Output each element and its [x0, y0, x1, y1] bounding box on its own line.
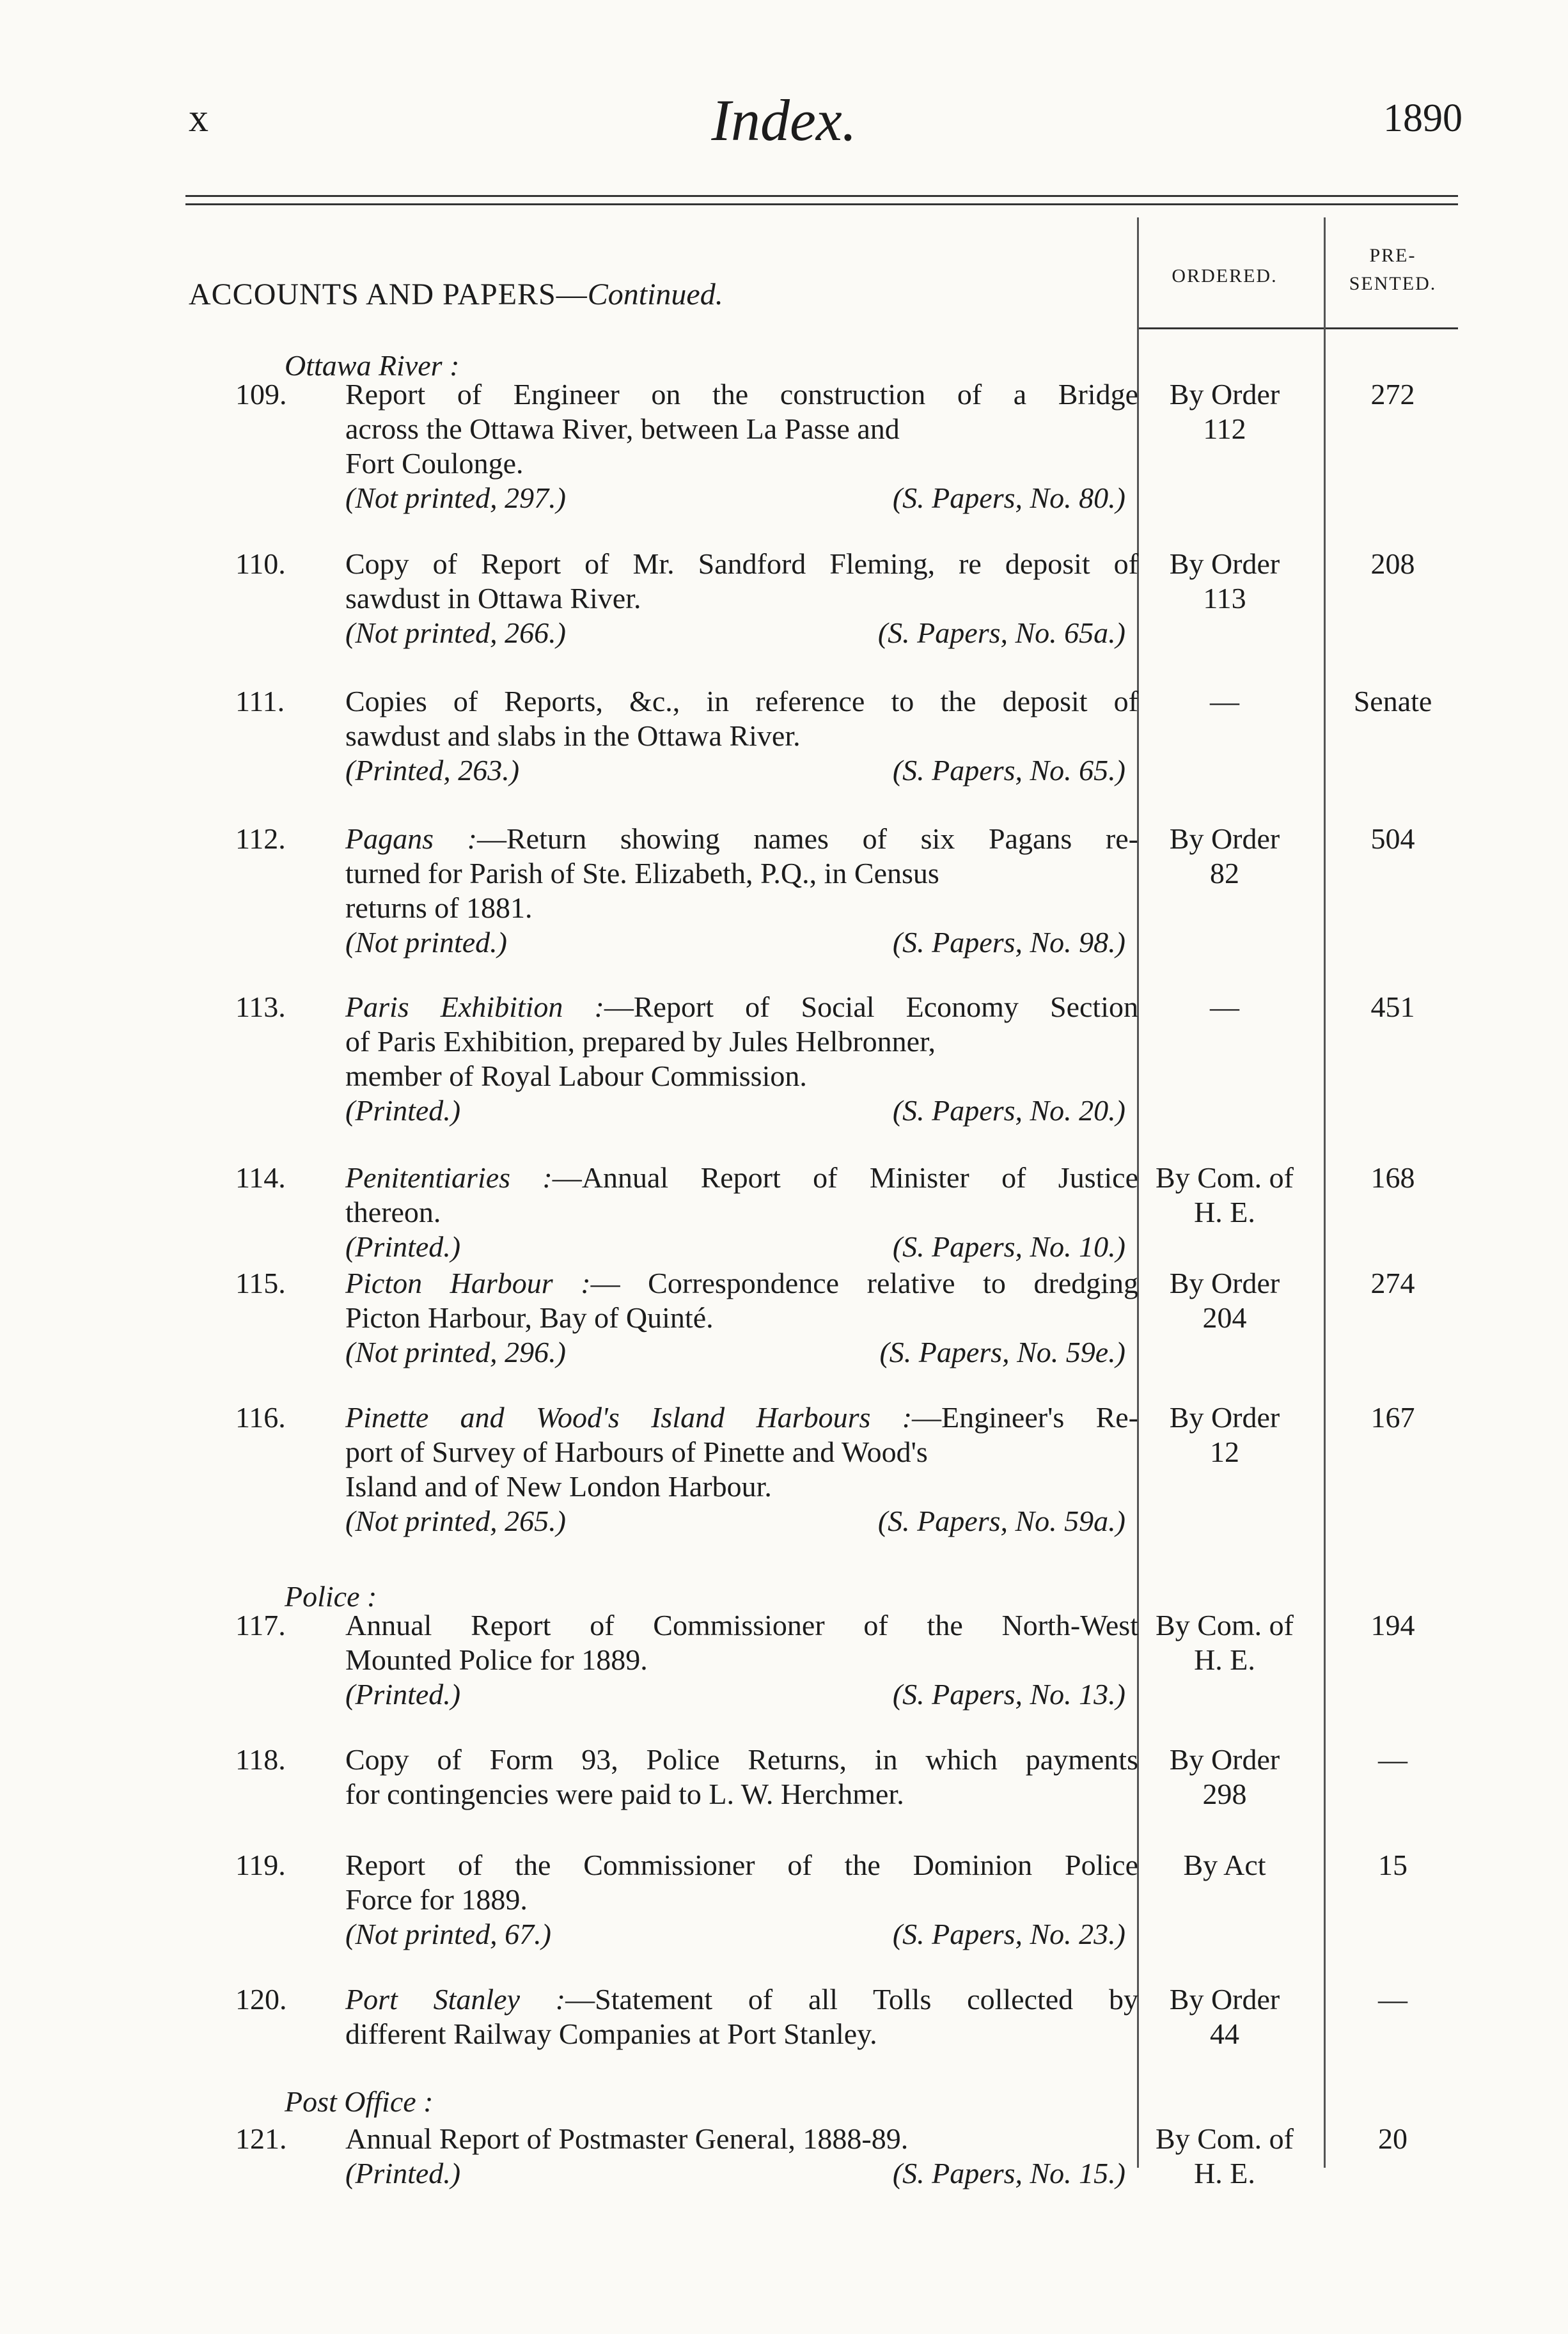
entry-reference — [345, 1093, 1138, 1128]
ordered-cell — [1138, 547, 1311, 616]
ordered-by: — — [1210, 991, 1239, 1023]
sessional-paper-ref: (S. Papers, No. 80.) — [892, 482, 1125, 514]
presented-cell: — — [1378, 1983, 1407, 2016]
ordered-number: 44 — [1210, 2017, 1239, 2050]
entry-line: Report of the Commissioner of the Dominion Police — [345, 1849, 1138, 1881]
entry-reference — [345, 2156, 1138, 2191]
ordered-number: H. E. — [1194, 1196, 1255, 1228]
entry-number: 116. — [235, 1401, 286, 1434]
entry-line: port of Survey of Harbours of Pinette and Wood's — [345, 1436, 928, 1468]
ordered-cell — [1138, 377, 1311, 446]
column-divider-presented — [1324, 217, 1326, 2168]
ordered-by: By Order — [1169, 1743, 1280, 1776]
ordered-number: H. E. — [1194, 2157, 1255, 2189]
presented-cell: 504 — [1370, 822, 1415, 855]
entry-line: Island and of New London Harbour. — [345, 1470, 772, 1503]
sessional-paper-ref: (S. Papers, No. 20.) — [892, 1094, 1125, 1127]
entry-line: Annual Report of Commissioner of the North-West — [345, 1609, 1138, 1641]
page-number: x — [189, 97, 208, 140]
ordered-by: By Order — [1169, 1267, 1280, 1299]
entry-line: member of Royal Labour Commission. — [345, 1060, 807, 1092]
ordered-by: By Order — [1169, 1983, 1280, 2016]
sessional-paper-ref: (S. Papers, No. 15.) — [892, 2157, 1125, 2189]
ordered-number: 113 — [1203, 582, 1246, 615]
printed-status: (Not printed, 67.) — [345, 1918, 551, 1950]
entry-reference — [345, 1917, 1138, 1952]
printed-status: (Printed, 263.) — [345, 754, 520, 787]
entry-reference — [345, 925, 1138, 960]
entry-number: 120. — [235, 1983, 287, 2016]
printed-status: (Not printed, 265.) — [345, 1505, 566, 1537]
presented-cell: 274 — [1370, 1267, 1415, 1299]
entry-description — [345, 2122, 1138, 2191]
ordered-cell — [1138, 1161, 1311, 1230]
presented-cell: 20 — [1378, 2122, 1407, 2155]
column-header-rule — [1138, 327, 1458, 329]
entry-line: Picton Harbour :— Correspondence relative to dredging — [345, 1267, 1139, 1299]
ordered-by: By Order — [1169, 547, 1280, 580]
ordered-cell — [1138, 1266, 1311, 1335]
ordered-by: By Com. of — [1156, 2122, 1294, 2155]
entry-number: 115. — [235, 1267, 286, 1299]
sessional-paper-ref: (S. Papers, No. 65a.) — [877, 616, 1125, 649]
entry-subject: Pinette and Wood's Island Harbours : — [345, 1401, 913, 1434]
entry-description — [345, 547, 1138, 650]
ordered-by: By Act — [1183, 1849, 1266, 1881]
entry-subject: Penitentiaries : — [345, 1161, 553, 1194]
entry-reference — [345, 1677, 1138, 1712]
ordered-cell — [1138, 1743, 1311, 1812]
sessional-paper-ref: (S. Papers, No. 59e.) — [879, 1336, 1125, 1368]
entry-description — [345, 1161, 1138, 1264]
presented-cell: 272 — [1370, 378, 1415, 411]
ordered-cell — [1138, 1982, 1311, 2051]
entry-line: different Railway Companies at Port Stanley. — [345, 2017, 877, 2050]
category-police: Police : — [285, 1580, 377, 1613]
sessional-paper-ref: (S. Papers, No. 98.) — [892, 926, 1125, 959]
ordered-cell — [1138, 684, 1311, 719]
category-ottawa-river: Ottawa River : — [285, 349, 460, 382]
entry-number: 112. — [235, 822, 286, 855]
entry-line: for contingencies were paid to L. W. Herchmer. — [345, 1778, 904, 1810]
ordered-number: 82 — [1210, 857, 1239, 889]
entry-description — [345, 1400, 1138, 1539]
entry-line: thereon. — [345, 1196, 441, 1228]
ordered-by: By Order — [1169, 822, 1280, 855]
entry-line: Port Stanley :—Statement of all Tolls collected by — [345, 1983, 1139, 2016]
ordered-number: 112 — [1203, 412, 1246, 445]
entry-number: 121. — [235, 2122, 287, 2155]
ordered-cell — [1138, 2122, 1311, 2191]
entry-reference — [345, 1504, 1138, 1539]
presented-cell: 208 — [1370, 547, 1415, 580]
entry-line: across the Ottawa River, between La Passe and — [345, 412, 900, 445]
entry-reference — [345, 481, 1138, 515]
page-year: 1890 — [1383, 97, 1462, 140]
ordered-number: 298 — [1202, 1778, 1247, 1810]
entry-description — [345, 1982, 1138, 2051]
presented-cell: 194 — [1370, 1609, 1415, 1641]
ordered-by: By Order — [1169, 378, 1280, 411]
entry-number: 111. — [235, 685, 285, 717]
printed-status: (Not printed, 266.) — [345, 616, 566, 649]
entry-line: Copy of Report of Mr. Sandford Fleming, re deposit of — [345, 547, 1138, 580]
ordered-by: — — [1210, 685, 1239, 717]
entry-description — [345, 990, 1138, 1128]
entry-number: 118. — [235, 1743, 286, 1776]
entry-subject: Paris Exhibition : — [345, 991, 604, 1023]
printed-status: (Printed.) — [345, 2157, 461, 2189]
ordered-cell — [1138, 1848, 1311, 1883]
ordered-number: 204 — [1202, 1301, 1247, 1334]
ordered-cell — [1138, 822, 1311, 891]
sessional-paper-ref: (S. Papers, No. 13.) — [892, 1678, 1125, 1711]
ordered-number: 12 — [1210, 1436, 1239, 1468]
presented-cell: Senate — [1353, 685, 1432, 717]
entry-line: Pinette and Wood's Island Harbours :—Engineer's Re- — [345, 1401, 1139, 1434]
entry-number: 109. — [235, 378, 287, 411]
entry-number: 113. — [235, 991, 286, 1023]
entry-description — [345, 1848, 1138, 1952]
presented-cell: — — [1378, 1743, 1407, 1776]
printed-status: (Not printed, 296.) — [345, 1336, 566, 1368]
presented-cell: 15 — [1378, 1849, 1407, 1881]
entry-description — [345, 1743, 1138, 1812]
entry-description — [345, 1608, 1138, 1712]
entry-line: of Paris Exhibition, prepared by Jules Helbronner, — [345, 1025, 936, 1058]
ordered-cell — [1138, 990, 1311, 1024]
sessional-paper-ref: (S. Papers, No. 65.) — [892, 754, 1125, 787]
entry-line: Mounted Police for 1889. — [345, 1643, 648, 1676]
entry-line: Pagans :—Return showing names of six Pagans re- — [345, 822, 1138, 855]
entry-subject: Port Stanley : — [345, 1983, 566, 2016]
entry-line: Report of Engineer on the construction of a Bridge — [345, 378, 1138, 411]
entry-line: Paris Exhibition :—Report of Social Economy Section — [345, 991, 1138, 1023]
column-header-ordered: ORDERED. — [1172, 265, 1278, 286]
entry-line: Penitentiaries :—Annual Report of Minister of Justice — [345, 1161, 1139, 1194]
category-post-office: Post Office : — [285, 2085, 434, 2118]
page-title: Index. — [711, 88, 857, 153]
entry-line: sawdust in Ottawa River. — [345, 582, 641, 615]
header-rule-bottom — [185, 203, 1458, 205]
sessional-paper-ref: (S. Papers, No. 23.) — [892, 1918, 1125, 1950]
ordered-by: By Com. of — [1156, 1609, 1294, 1641]
column-header-presented: PRE- SENTED. — [1349, 245, 1437, 294]
entry-subject: Picton Harbour : — [345, 1267, 591, 1299]
printed-status: (Printed.) — [345, 1678, 461, 1711]
entry-number: 114. — [235, 1161, 286, 1194]
entry-line: sawdust and slabs in the Ottawa River. — [345, 719, 801, 752]
entry-reference — [345, 1230, 1138, 1264]
entry-number: 110. — [235, 547, 286, 580]
sessional-paper-ref: (S. Papers, No. 59a.) — [877, 1505, 1125, 1537]
entry-line: Copy of Form 93, Police Returns, in which payments — [345, 1743, 1138, 1776]
entry-line: turned for Parish of Ste. Elizabeth, P.Q., in Census — [345, 857, 939, 889]
ordered-cell — [1138, 1608, 1311, 1677]
entry-reference — [345, 616, 1138, 650]
printed-status: (Printed.) — [345, 1230, 461, 1263]
entry-description — [345, 684, 1138, 788]
entry-line: Copies of Reports, &c., in reference to the deposit of — [345, 685, 1138, 717]
sessional-paper-ref: (S. Papers, No. 10.) — [892, 1230, 1125, 1263]
entry-description — [345, 1266, 1138, 1370]
ordered-by: By Order — [1169, 1401, 1280, 1434]
entry-description — [345, 822, 1138, 960]
entry-line: Picton Harbour, Bay of Quinté. — [345, 1301, 714, 1334]
presented-cell: 167 — [1370, 1401, 1415, 1434]
ordered-number: H. E. — [1194, 1643, 1255, 1676]
entry-line: Force for 1889. — [345, 1883, 528, 1916]
printed-status: (Not printed.) — [345, 926, 507, 959]
ordered-cell — [1138, 1400, 1311, 1469]
entry-description — [345, 377, 1138, 515]
presented-cell: 451 — [1370, 991, 1415, 1023]
presented-cell: 168 — [1370, 1161, 1415, 1194]
printed-status: (Printed.) — [345, 1094, 461, 1127]
header-rule-top — [185, 195, 1458, 197]
entry-number: 119. — [235, 1849, 286, 1881]
entry-line: Annual Report of Postmaster General, 1888-89. — [345, 2122, 909, 2155]
entry-subject: Pagans : — [345, 822, 477, 855]
entry-number: 117. — [235, 1609, 286, 1641]
entry-line: returns of 1881. — [345, 891, 533, 924]
entry-line: Fort Coulonge. — [345, 447, 524, 480]
printed-status: (Not printed, 297.) — [345, 482, 566, 514]
entry-reference — [345, 753, 1138, 788]
ordered-by: By Com. of — [1156, 1161, 1294, 1194]
entry-reference — [345, 1335, 1138, 1370]
section-heading: ACCOUNTS AND PAPERS—Continued. — [189, 278, 723, 311]
